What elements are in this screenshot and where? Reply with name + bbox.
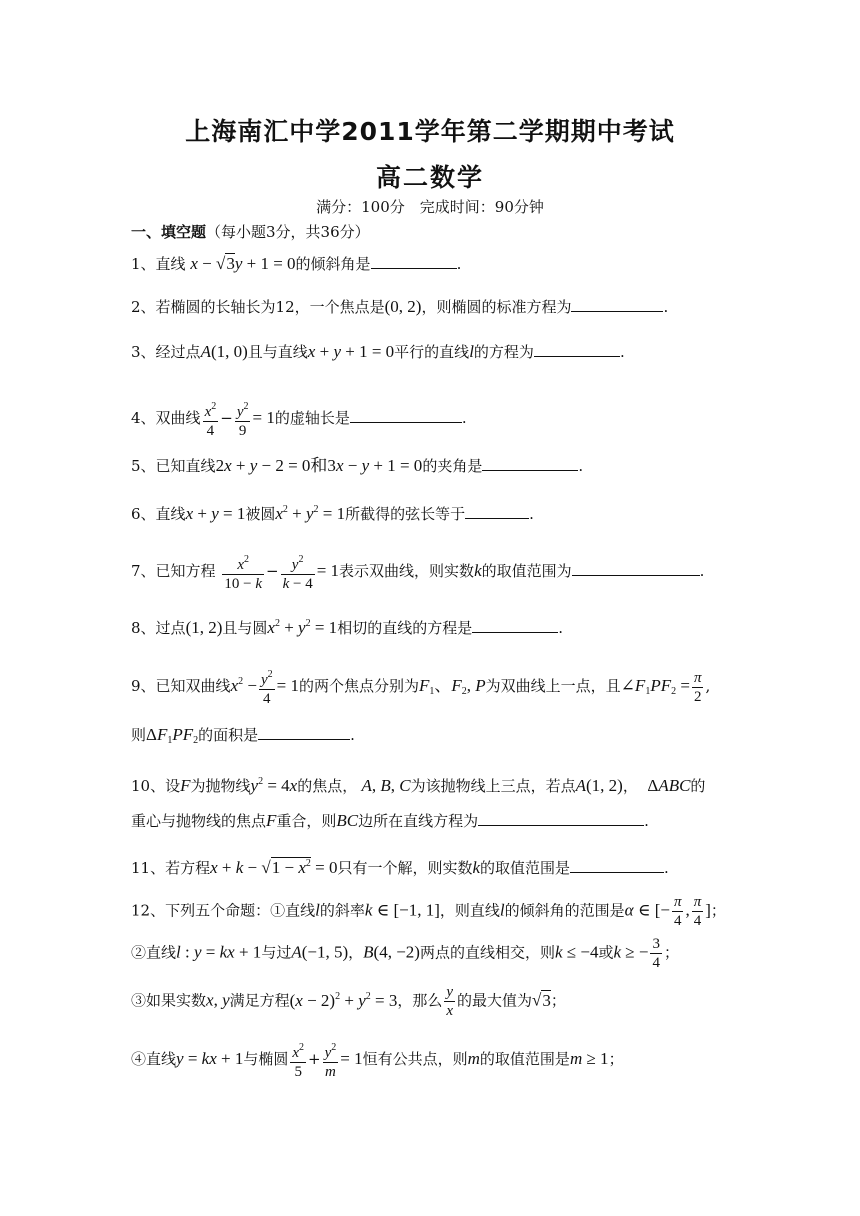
question-2: 2、若椭圆的长轴长为12，一个焦点是(0, 2)，则椭圆的标准方程为 . bbox=[131, 297, 669, 316]
question-4: 4、双曲线 $\frac{x^2}{4}$ − $\frac{y^2}{9}$ = 1的虚轴长是 . bbox=[131, 398, 467, 440]
question-12-statement-4: ④直线y = kx + 1与椭圆 $\frac{x^2}{5}$ + $\frac{y^2}{m}$ = 1恒有公共点，则m的取值范围是m ≥ 1； bbox=[131, 1039, 624, 1081]
question-10-line-2: 重心与抛物线的焦点F重合，则BC边所在直线方程为 . bbox=[131, 811, 649, 830]
question-9: 9、已知双曲线$x^2$ − $\frac{y^2}{4}$ = 1的两个焦点分别为$F_1$、$F_2$, P为双曲线上一点，且$\angle F_1PF_2$ = $\frac{\pi}{2}$ , bbox=[131, 666, 710, 708]
answer-blank[interactable] bbox=[534, 342, 620, 357]
question-5: 5、已知直线2x + y − 2 = 0和3x − y + 1 = 0的夹角是 . bbox=[131, 456, 584, 475]
answer-blank[interactable] bbox=[371, 254, 457, 269]
answer-blank[interactable] bbox=[472, 618, 558, 633]
answer-blank[interactable] bbox=[350, 408, 462, 423]
question-9-line-2: 则$\Delta F_1PF_2$的面积是 . bbox=[131, 725, 355, 746]
answer-blank[interactable] bbox=[258, 725, 350, 740]
answer-blank[interactable] bbox=[478, 811, 644, 826]
answer-blank[interactable] bbox=[571, 297, 663, 312]
question-10: 10、设F为抛物线$y^2 = 4x$的焦点， A, B, C为该抛物线上三点，若点A(1, 2)， ΔABC的 bbox=[131, 776, 706, 795]
answer-blank[interactable] bbox=[482, 456, 578, 471]
section-title: 一、填空题 bbox=[131, 223, 207, 241]
question-3: 3、经过点A(1, 0)且与直线x + y + 1 = 0平行的直线l的方程为 . bbox=[131, 342, 625, 361]
section-note: （每小题3分，共36分） bbox=[206, 223, 370, 241]
question-12-statement-3: ③如果实数x, y满足方程$(x - 2)^2 + y^2 = 3$，那么 $\frac{y}{x}$ 的最大值为√3； bbox=[131, 984, 566, 1019]
question-6: 6、直线x + y = 1被圆$x^2 + y^2 = 1$所截得的弦长等于 . bbox=[131, 504, 534, 523]
question-7: 7、已知方程 $\frac{x^2}{10 - k}$ − $\frac{y^2}{k - 4}$ = 1表示双曲线，则实数k的取值范围为 . bbox=[131, 551, 704, 593]
exam-meta: 满分：100分 完成时间：90分钟 bbox=[316, 198, 544, 216]
question-8: 8、过点(1, 2)且与圆$x^2 + y^2 = 1$相切的直线的方程是 . bbox=[131, 618, 563, 637]
answer-blank[interactable] bbox=[570, 858, 664, 873]
question-11: 11、若方程$x + k - √1 - x^2 = 0$只有一个解，则实数k的取值范围是 . bbox=[131, 858, 669, 877]
section-heading bbox=[131, 221, 370, 242]
subject-title: 高二数学 bbox=[375, 163, 484, 192]
question-12-statement-2: ②直线l : y = kx + 1与过A(−1, 5)，B(4, −2)两点的直线相交，则k ≤ −4或k ≥ − $\frac{3}{4}$ ； bbox=[131, 936, 679, 971]
question-1: 1、直线 x − √3y + 1 = 0的倾斜角是 . bbox=[131, 254, 462, 273]
question-12: 12、下列五个命题：①直线l的斜率k ∈ [−1, 1]，则直线l的倾斜角的范围是α ∈ [− $\frac{\pi}{4}$ , $\frac{\pi}{4}$ ]； bbox=[131, 894, 726, 929]
answer-blank[interactable] bbox=[572, 561, 700, 576]
answer-blank[interactable] bbox=[465, 504, 529, 519]
exam-title: 上海南汇中学2011学年第二学期期中考试 bbox=[185, 117, 675, 146]
